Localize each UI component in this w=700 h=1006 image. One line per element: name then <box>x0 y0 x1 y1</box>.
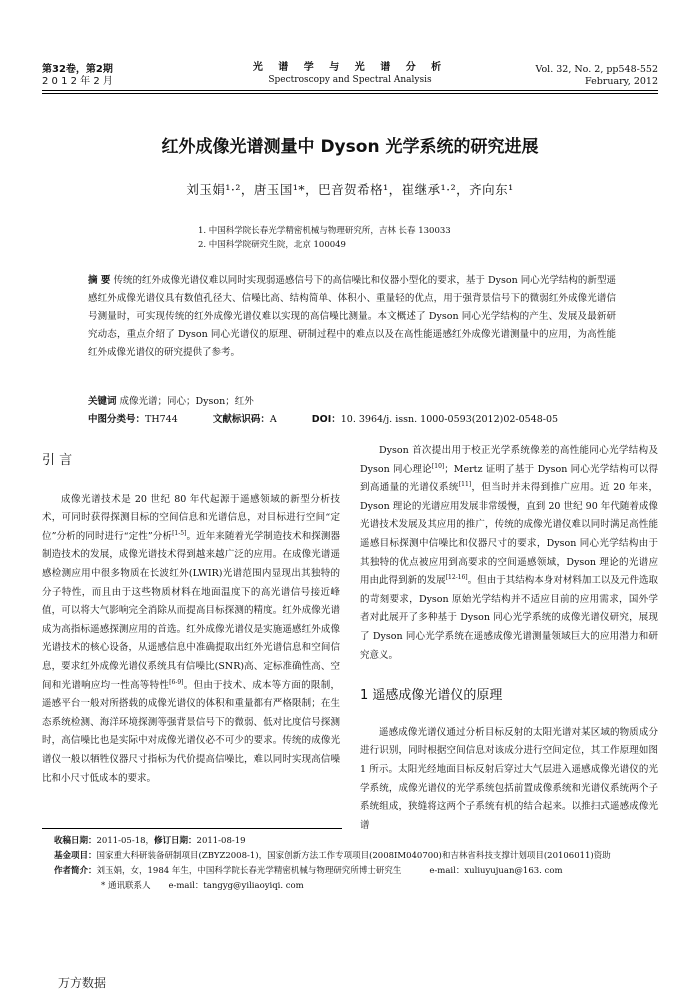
dyson-text-a: Dyson 首次提出用于校正光学系统像差的高性能同心光学结构及 Dyson 同心理论 <box>360 445 658 475</box>
citation: [11] <box>458 481 472 489</box>
issue-date-en: February, 2012 <box>585 76 658 87</box>
author-bio-label: 作者简介： <box>54 866 97 876</box>
abstract-text: 传统的红外成像光谱仪难以同时实现弱遥感信号下的高信噪比和仪器小型化的要求，基于 Dyson 同心光学结构的新型遥感红外成像光谱仪具有数值孔径大、信噪比高、结构简单、体积小、重量轻的优点，用于强背景信号下的微弱红外成像光谱信号测量时，可实现传统的红外成像光谱仪难以实现的高信噪比测量。本文概述了 Dyson 同心光学结构的产生、发展及最新研究动态，重点介绍了 Dyson 同心光谱仪的原理、研制过程中的难点以及在高性能遥感红外成像光谱测量中的应用，为高性能红外成像光谱仪的研究提供了参考。 <box>88 275 616 358</box>
header-rule <box>42 90 658 91</box>
watermark: 万方数据 <box>58 976 107 990</box>
doc-code-label: 文献标识码： <box>212 414 270 425</box>
intro-heading: 引 言 <box>42 453 73 468</box>
keywords <box>88 393 254 407</box>
revised-label: 修订日期： <box>154 836 197 846</box>
abstract-label: 摘 要 <box>88 275 111 286</box>
affiliation-2: 2. 中国科学院研究生院，北京 100049 <box>198 240 346 250</box>
intro-text-a: 成像光谱技术是 20 世纪 80 年代起源于遥感领域的新型分析技术，可同时获得探测目标的空间信息和光谱信息，对目标进行空间“定位”分析的同时进行“定性”分析 <box>42 493 340 542</box>
fund-line <box>54 849 664 864</box>
corresponding-label: * 通讯联系人 <box>101 881 151 891</box>
volume-issue: 第32卷，第2期 <box>42 64 113 75</box>
paper-title: 红外成像光谱测量中 Dyson 光学系统的研究进展 <box>161 137 539 157</box>
revised-date: 2011-08-19 <box>196 836 246 846</box>
citation: [12-16] <box>445 574 468 581</box>
affiliations <box>198 224 451 252</box>
received-label: 收稿日期： <box>54 836 97 846</box>
intro-text-c: 。但由于技术、成本等方面的限制，遥感平台一般对所搭载的成像光谱仪的体积和重量都有严格限制；在生态系统检测、海洋环境探测等强背景信号下的微弱、低对比度信号探测时，高信噪比也是实际中对成像光谱仪必不可少的要求。传统的成像光谱仪一般以牺牲仪器尺寸指标为代价提高信噪比，难以同时实现高信噪比和小尺寸低成本的要求。 <box>42 679 340 784</box>
citation: [1-5] <box>172 529 187 537</box>
clc-label: 中图分类号： <box>88 414 146 425</box>
journal-name-en: Spectroscopy and Spectral Analysis <box>268 75 432 85</box>
doi-label: DOI： <box>311 414 341 425</box>
doc-code-value: A <box>269 414 277 425</box>
citation: [6-9] <box>169 678 184 686</box>
doi-group <box>312 414 558 425</box>
right-column <box>360 442 658 835</box>
doc-code-group <box>213 414 277 425</box>
author-email: e-mail：xuliuyujuan@163. com <box>429 866 563 876</box>
journal-issue-info <box>42 64 113 88</box>
received-line <box>54 834 664 849</box>
fund-label: 基金项目： <box>54 851 97 861</box>
intro-paragraph <box>42 491 340 789</box>
header-rule-thin <box>42 93 658 94</box>
author-bio-text: 刘玉娟，女，1984 年生，中国科学院长春光学精密机械与物理研究所博士研究生 <box>96 866 402 876</box>
clc-value: TH744 <box>145 414 178 425</box>
journal-name-cn: 光 谱 学 与 光 谱 分 析 <box>252 62 448 73</box>
journal-name <box>230 62 470 86</box>
keywords-text: 成像光谱；同心；Dyson；红外 <box>119 396 254 407</box>
affiliation-1: 1. 中国科学院长春光学精密机械与物理研究所，吉林 长春 130033 <box>198 226 451 236</box>
dyson-text-b: ；Mertz 证明了基于 Dyson 同心光学结构可以得到高通量的光谱仪系统 <box>360 463 658 494</box>
abstract <box>88 272 616 362</box>
clc-group <box>88 414 178 425</box>
intro-text-b: 。近年来随着光学制造技术和探测器制造技术的发展，成像光谱技术得到越来越广泛的应用。在成像光谱遥感检测应用中很多物质在长波红外(LWIR)光谱范围内显现出其独特的分子特性，而且由于这些物质材料在地面温度下的高光谱信号接近峰值，可以将大气影响完全消除从而提高目标探测的精度。红外成像光谱成为高指标遥感探测应用的首选。红外成像光谱仪是实施遥感红外成像光谱技术的核心设备，从遥感信息中准确提取出红外光谱信息和空间信息，要求红外成像光谱仪系统具有信噪比(SNR)高、定标准确性高、空间和光谱响应均一性高等特性 <box>42 530 340 691</box>
dyson-text-c: ，但当时并未得到推广应用。近 20 年来，Dyson 理论的光谱应用发展非常缓慢，直到 20 世纪 90 年代随着成像光谱技术发展及其应用的推广，传统的成像光谱仪难以同时满足高性能遥感目标探测中信噪比和仪器尺寸的要求，Dyson 同心光学结构由于其独特的优点被应用到高要求的空间遥感领域，Dyson 理论的光谱应用由此得到新的发展 <box>360 482 658 587</box>
dyson-text-d: 。但由于其结构本身对材料加工以及元件选取的苛刻要求，Dyson 原始光学结构并不适应目前的应用需求，国外学者对此展开了多种基于 Dyson 同心光学系统的成像光谱仪研究，展现了 Dyson 同心光学系统在遥感成像光谱测量领域巨大的应用潜力和研究意义。 <box>360 575 658 661</box>
footnotes <box>54 834 664 894</box>
received-date: 2011-05-18， <box>96 836 155 846</box>
vol-pages: Vol. 32, No. 2, pp548-552 <box>535 64 658 75</box>
left-column <box>42 448 340 788</box>
author-list: 刘玉娟¹·²，唐玉国¹*，巴音贺希格¹，崔继承¹·²，齐向东¹ <box>186 182 514 197</box>
author-bio-line <box>54 864 664 879</box>
classification-line <box>88 411 616 425</box>
journal-pages-info <box>535 64 658 88</box>
citation: [10] <box>431 462 445 470</box>
fund-text: 国家重大科研装备研制项目(ZBYZ2008-1)，国家创新方法工作专项项目(2008IM040700)和吉林省科技支撑计划项目(20106011)资助 <box>96 851 611 861</box>
doi-value: 10. 3964/j. issn. 1000-0593(2012)02-0548-05 <box>340 414 559 425</box>
footnote-rule <box>42 828 342 829</box>
principle-paragraph: 遥感成像光谱仪通过分析目标反射的太阳光谱对某区域的物质成分进行识别，同时根据空间信息对该成分进行空间定位，其工作原理如图 1 所示。太阳光经地面目标反射后穿过大气层进入遥感成像光谱仪的光学系统，成像光谱仪的光学系统包括前置成像系统和光谱仪系统两个子系统组成，狭缝将这两个子系统有机的结合起来。以推扫式遥感成像光谱 <box>360 726 658 831</box>
section-1-heading: 1 遥感成像光谱仪的原理 <box>360 688 503 704</box>
dyson-paragraph <box>360 442 658 665</box>
corresponding-email: e-mail：tangyg@yiliaoyiqi. com <box>168 881 304 891</box>
issue-date-cn: 2 0 1 2 年 2 月 <box>42 76 113 87</box>
keywords-label: 关键词 <box>88 396 117 407</box>
corresponding-line <box>54 879 664 894</box>
